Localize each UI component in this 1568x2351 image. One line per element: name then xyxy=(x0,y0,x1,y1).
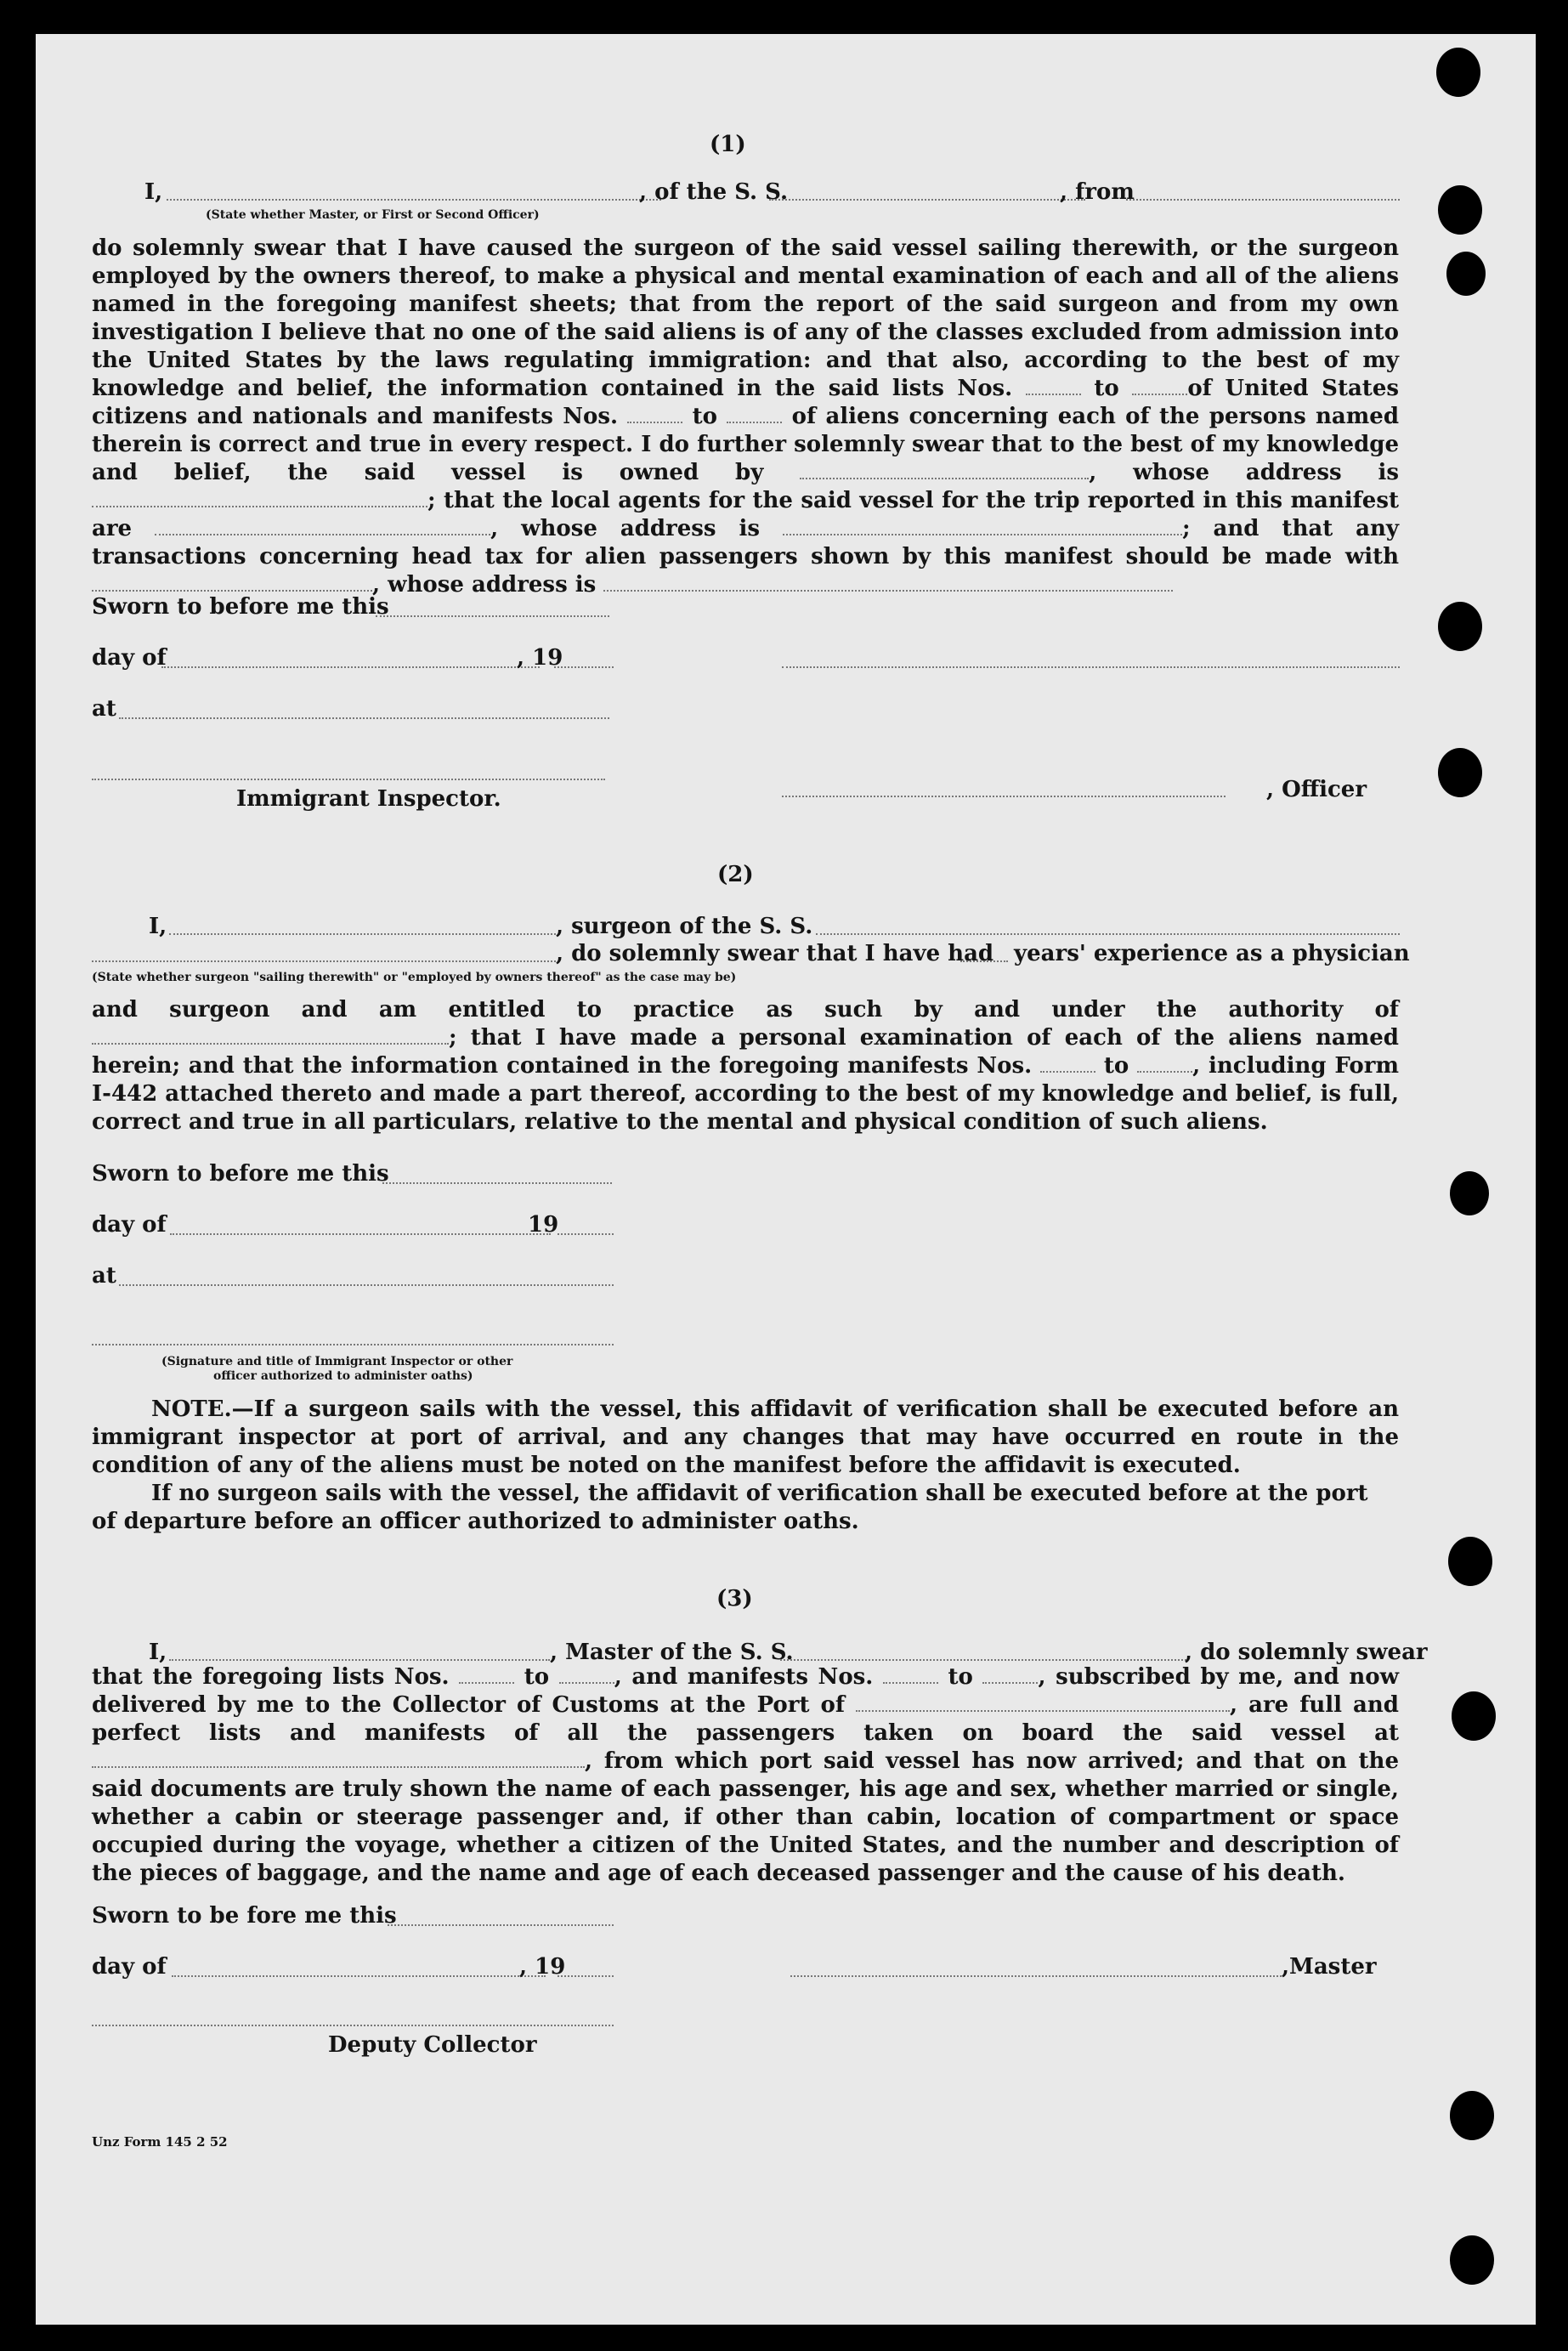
s1-inspector-signature-field[interactable] xyxy=(92,779,605,780)
s1-i-label: I, xyxy=(144,179,163,205)
surgeon-swear-label: , do solemnly swear that I have had xyxy=(556,941,994,966)
officer-label: , Officer xyxy=(1266,777,1367,802)
master-name-field[interactable] xyxy=(167,199,661,201)
note-paragraph-1: NOTE.—If a surgeon sails with the vessel, this affidavit of verification shall be executed before an immigrant inspector at port of arrival, and any changes that may have occurred en route in the condition of any of the aliens must be noted on the manifest before the affidavit is executed. xyxy=(92,1396,1399,1478)
manifests-to-field[interactable] xyxy=(727,406,782,423)
s1-month-field[interactable] xyxy=(161,666,540,668)
section-3-oath-text: that the foregoing lists Nos. to , and manifests Nos. to , subscribed by me, and now delivered by me to the Collector of Customs at the Port of , are full and perfect lists and manifests of all the passengers taken on board the said vessel at , from which port said vessel has now arrived; and that on the said documents are truly shown the name of each passenger, his age and sex, whether married or single, whether a cabin or steerage passenger and, if other than cabin, location of compartment or space occupied during the voyage, whether a citizen of the United States, and the number and description of the pieces of baggage, and the name and age of each deceased passenger and the cause of his death. xyxy=(92,1664,1399,1886)
punch-hole xyxy=(1436,48,1480,97)
s3-year-field[interactable] xyxy=(558,1975,614,1977)
surgeon-name-field[interactable] xyxy=(169,933,556,935)
section-1-oath-text: do solemnly swear that I have caused the surgeon of the said vessel sailing therewith, or the surgeon employed by the owners thereof, to make a physical and mental examination of each and all of the aliens named in the foregoing manifest sheets; that from the report of the said surgeon and from my own investigation I believe that no one of the said aliens is of any of the classes excluded from admission into the United States by the laws regulating immigration: and that also, according to the best of my knowledge and belief, the information contained in the said lists Nos. to of United States citizens and nationals and manifests Nos. to of aliens concerning each of the persons named therein is correct and true in every respect. I do further solemnly swear that to the best of my knowledge and belief, the said vessel is owned by , whose address is ; that the local agents for the said vessel for the trip reported in this manifest are , whose address is ; and that any transactions concerning head tax for alien passengers shown by this manifest should be made with , whose address is xyxy=(92,235,1400,598)
s2-signature-field[interactable] xyxy=(92,1344,614,1345)
lists-from-field[interactable] xyxy=(1026,378,1081,395)
s2-vessel-name-field[interactable] xyxy=(816,933,1400,935)
s3-master-name-field[interactable] xyxy=(169,1659,550,1661)
punch-hole xyxy=(1438,602,1482,651)
agents-address-field[interactable] xyxy=(783,518,1182,535)
s3-year-label: , 19 xyxy=(519,1954,566,1980)
of-ss-label: , of the S. S. xyxy=(639,179,789,205)
punch-hole xyxy=(1452,1691,1496,1741)
s1-master-signature-field[interactable] xyxy=(782,666,1400,668)
s1-day-of-label: day of xyxy=(92,645,167,671)
surgeon-of-ss-label: , surgeon of the S. S. xyxy=(556,914,813,939)
s3-day-of-label: day of xyxy=(92,1954,167,1980)
section-3-heading: (3) xyxy=(716,1586,753,1612)
owner-address-field[interactable] xyxy=(92,490,427,507)
note-paragraph-2: If no surgeon sails with the vessel, the affidavit of verification shall be executed before at the port of departure before an officer authorized to administer oaths. xyxy=(92,1481,1368,1534)
s2-sworn-date-field[interactable] xyxy=(382,1182,612,1184)
punch-hole xyxy=(1450,1171,1489,1215)
head-tax-address-field[interactable] xyxy=(603,575,1173,592)
s3-master-signature-field[interactable] xyxy=(790,1975,1282,1977)
s2-month-field[interactable] xyxy=(170,1233,551,1235)
master-of-ss-label: , Master of the S. S. xyxy=(550,1640,794,1665)
s1-sworn-date-field[interactable] xyxy=(376,615,609,617)
authority-field[interactable] xyxy=(92,1028,449,1045)
owner-field[interactable] xyxy=(800,462,1089,479)
surgeon-status-field[interactable] xyxy=(92,960,556,962)
vessel-name-field[interactable] xyxy=(769,199,1085,201)
s3-sworn-label: Sworn to be fore me this xyxy=(92,1903,397,1929)
s3-collector-signature-field[interactable] xyxy=(92,2025,614,2026)
s1-sworn-label: Sworn to before me this xyxy=(92,594,389,620)
s3-vessel-name-field[interactable] xyxy=(780,1659,1186,1661)
port-field[interactable] xyxy=(856,1695,1230,1712)
from-port-field[interactable] xyxy=(1126,199,1400,201)
section-1-heading: (1) xyxy=(710,132,746,157)
s1-place-field[interactable] xyxy=(119,717,609,719)
master-caption: (State whether Master, or First or Second Officer) xyxy=(206,208,540,222)
signature-caption-2: officer authorized to administer oaths) xyxy=(213,1369,473,1383)
manifests-from-field[interactable] xyxy=(627,406,682,423)
from-label: , from xyxy=(1060,179,1135,205)
s2-sworn-label: Sworn to before me this xyxy=(92,1161,389,1187)
s2-place-field[interactable] xyxy=(119,1284,614,1286)
punch-hole xyxy=(1450,2235,1494,2285)
s3-sworn-date-field[interactable] xyxy=(388,1924,614,1926)
s2-manifests-from-field[interactable] xyxy=(1040,1056,1095,1073)
agents-field[interactable] xyxy=(155,518,490,535)
master-label: ,Master xyxy=(1282,1954,1377,1980)
punch-hole xyxy=(1448,1537,1492,1586)
immigrant-inspector-label: Immigrant Inspector. xyxy=(236,786,501,812)
s2-year-field[interactable] xyxy=(558,1233,614,1235)
s3-lists-from-field[interactable] xyxy=(459,1667,514,1684)
signature-caption-1: (Signature and title of Immigrant Inspector or other xyxy=(161,1355,513,1368)
s1-officer-signature-field[interactable] xyxy=(782,796,1226,797)
s2-manifests-to-field[interactable] xyxy=(1137,1056,1192,1073)
manifest-affidavit-page xyxy=(36,34,1536,2325)
s2-i-label: I, xyxy=(149,914,167,939)
years-experience-field[interactable] xyxy=(960,960,1008,962)
lists-to-field[interactable] xyxy=(1132,378,1187,395)
section-2-oath-text: and surgeon and am entitled to practice as such by and under the authority of ; that I have made a personal examination of each of the aliens named herein; and that the information contained in the foregoing manifests Nos. to , including Form I-442 attached thereto and made a part thereof, according to the best of my knowledge and belief, is full, correct and true in all particulars, relative to the mental and physical condition of such aliens. xyxy=(92,997,1399,1135)
s2-at-label: at xyxy=(92,1263,116,1289)
section-2-heading: (2) xyxy=(717,862,754,887)
s3-lists-to-field[interactable] xyxy=(559,1667,614,1684)
s2-year-label: 19 xyxy=(528,1212,559,1238)
head-tax-party-field[interactable] xyxy=(92,575,372,592)
embarkation-port-field[interactable] xyxy=(92,1751,585,1768)
form-number: Unz Form 145 2 52 xyxy=(92,2134,228,2150)
surgeon-caption: (State whether surgeon "sailing therewith" or "employed by owners thereof" as the case may be) xyxy=(92,971,737,984)
punch-hole xyxy=(1438,185,1482,235)
s2-day-of-label: day of xyxy=(92,1212,167,1238)
s1-year-label: , 19 xyxy=(517,645,563,671)
s3-manifests-to-field[interactable] xyxy=(982,1667,1038,1684)
s3-manifests-from-field[interactable] xyxy=(883,1667,938,1684)
punch-hole xyxy=(1438,748,1482,797)
s1-year-field[interactable] xyxy=(554,666,614,668)
s3-month-field[interactable] xyxy=(172,1975,546,1977)
punch-hole xyxy=(1446,252,1486,296)
s3-i-label: I, xyxy=(149,1640,167,1665)
deputy-collector-label: Deputy Collector xyxy=(328,2032,537,2058)
years-experience-label: years' experience as a physician xyxy=(1014,941,1410,966)
s3-swear-label: , do solemnly swear xyxy=(1185,1640,1428,1665)
punch-hole xyxy=(1450,2091,1494,2140)
s1-at-label: at xyxy=(92,696,116,722)
